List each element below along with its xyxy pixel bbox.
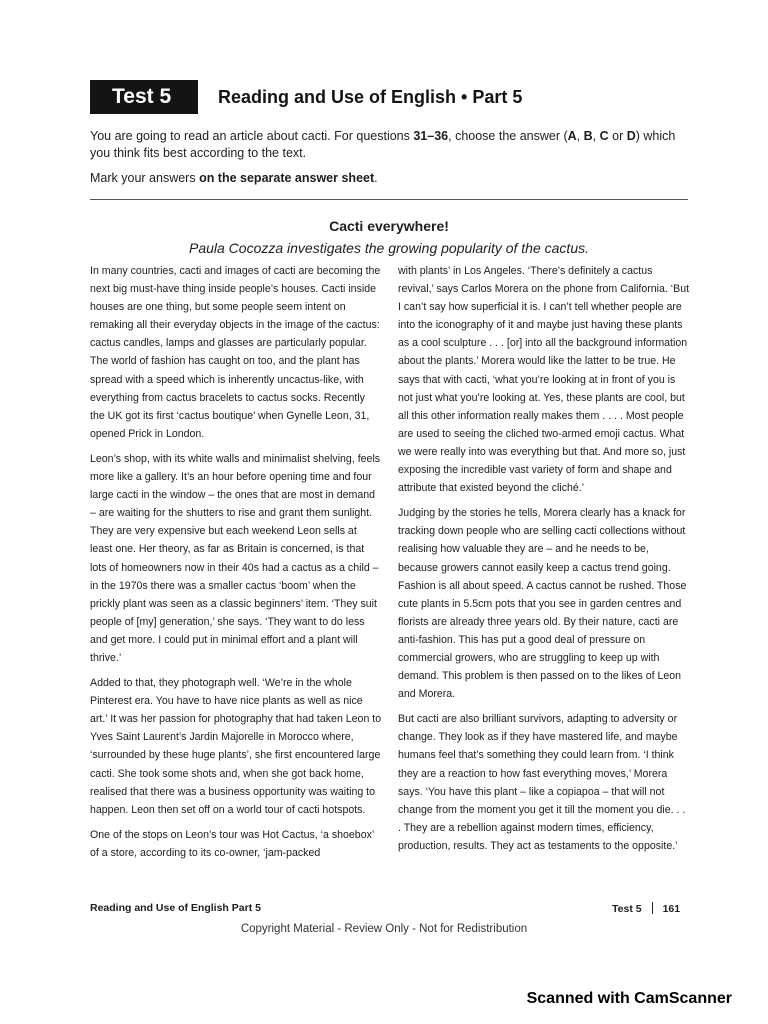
scanner-watermark-label: Scanned with CamScanner — [526, 990, 732, 1007]
article-paragraph: But cacti are also brilliant survivors, adapting to adversity or change. They look as if they have mastered life, and maybe humans feel that’s something they could learn from. ‘I think they are a reaction to how fast everything moves,’ Morera says. ‘You have this plant – like a copiapoa – that will not change from the moment you get it till the moment you die. . . . They are a rebellion against modern times, efficiency, production, results. They act as testaments to the opposite.’ — [398, 713, 686, 852]
test-number-tab: Test 5 — [90, 80, 198, 114]
instruction-question-text: You are going to read an article about cacti. For questions 31–36, choose the answer (A, B, C or D) which you think fits best according to the text. — [90, 129, 676, 160]
article-title: Cacti everywhere! — [329, 218, 449, 234]
article-paragraph: Leon’s shop, with its white walls and minimalist shelving, feels more like a gallery. It’s an hour before opening time and four large cacti in the window – the ones that are most in demand – are waiting for the shutters to rise and grant them sunlight. They are very expensive but each weekend Leon sells at least one. Her theory, as far as Britain is concerned, is that lots of homeowners now in their 40s had a cactus as a child – in the 1970s there was a smaller cactus ‘boom’ when the prickly plant was seen as a classic beginners’ item. ‘They suit people of [my] generation,’ she says. ‘They want to do less and get more. I could put in minimal effort and a plant will thrive.’ — [90, 452, 381, 664]
article-paragraph: In many countries, cacti and images of cacti are becoming the next big must-have thing inside people’s houses. Cacti inside houses are one thing, but some people seem intent on remaking all their everyday objects in the image of the cactus: cactus candles, lamps and glasses are particularly popular. The world of fashion has caught on too, and the plant has spread with a speed which is inherently uncactus-like, with everything from cactus bracelets to cactus socks. Recently the UK got its first ‘cactus boutique’ when Gynelle Leon, 31, opened Prick in London. — [90, 265, 381, 440]
article-paragraph: with plants’ in Los Angeles. ‘There’s definitely a cactus revival,’ says Carlos Morera on the phone from California. ‘But I can’t say how superficial it is. I can’t tell whether people are into the iconography of it and maybe just having these plants as a cool sculpture . . . [or] into all the background information about the plants.’ Morera would like the latter to be true. He says that with cacti, ‘what you’re looking at in front of you is not just what you’re looking at. Yes, these plants are cool, but all this other information really makes them . . . . Most people are used to seeing the cliched two-armed emoji cactus. What we were really into was everything but that. And more so, just exposing the incredible vast variety of form and shape and attribute that existed beyond the cliché.’ — [398, 265, 690, 495]
article-paragraph: One of the stops on Leon’s tour was Hot Cactus, ‘a shoebox’ of a store, according to its co-owner, ‘jam-packed — [90, 828, 374, 859]
article-column-right — [398, 262, 690, 862]
footer-separator — [652, 902, 653, 914]
article-column-left — [90, 262, 382, 869]
section-title: Reading and Use of English • Part 5 — [218, 87, 523, 107]
copyright-notice: Copyright Material - Review Only - Not for Redistribution — [240, 923, 528, 935]
question-range: 31–36 — [413, 129, 449, 143]
footer-section-label: Reading and Use of English Part 5 — [90, 902, 261, 914]
article-paragraph: Added to that, they photograph well. ‘We’re in the whole Pinterest era. You have to have nice plants as well as nice art.’ It was her passion for photography that had taken Leon to Yves Saint Laurent’s Jardin Majorelle in Morocco where, ‘surrounded by these huge plants’, she first encountered large cacti. She took some shots and, when she got back home, realised that there was a business opportunity was waiting to happen. Leon then set off on a world tour of cacti hotspots. — [90, 677, 382, 816]
article-subtitle: Paula Cocozza investigates the growing popularity of the cactus. — [188, 240, 589, 256]
article-paragraph: Judging by the stories he tells, Morera clearly has a knack for tracking down people who are selling cacti collections without realising how valuable they are – and he needs to be, because growers cannot easily keep a cactus trend going. Fashion is all about speed. A cactus cannot be rushed. Those cute plants in 5.5cm pots that you see in garden centres and florists are already three years old. By their nature, cacti are anti-fashion. This has put a good deal of pressure on commercial growers, who are struggling to keep up with demand. This problem is then passed on to the likes of Leon and Morera. — [398, 507, 687, 701]
footer-page-info — [612, 902, 680, 915]
page-header — [90, 80, 690, 114]
divider-line — [90, 199, 688, 200]
instruction-answer-sheet: Mark your answers on the separate answer sheet. — [90, 171, 378, 185]
instructions — [90, 128, 695, 195]
page-number: 161 — [662, 903, 681, 915]
footer-test-label: Test 5 — [612, 903, 642, 915]
